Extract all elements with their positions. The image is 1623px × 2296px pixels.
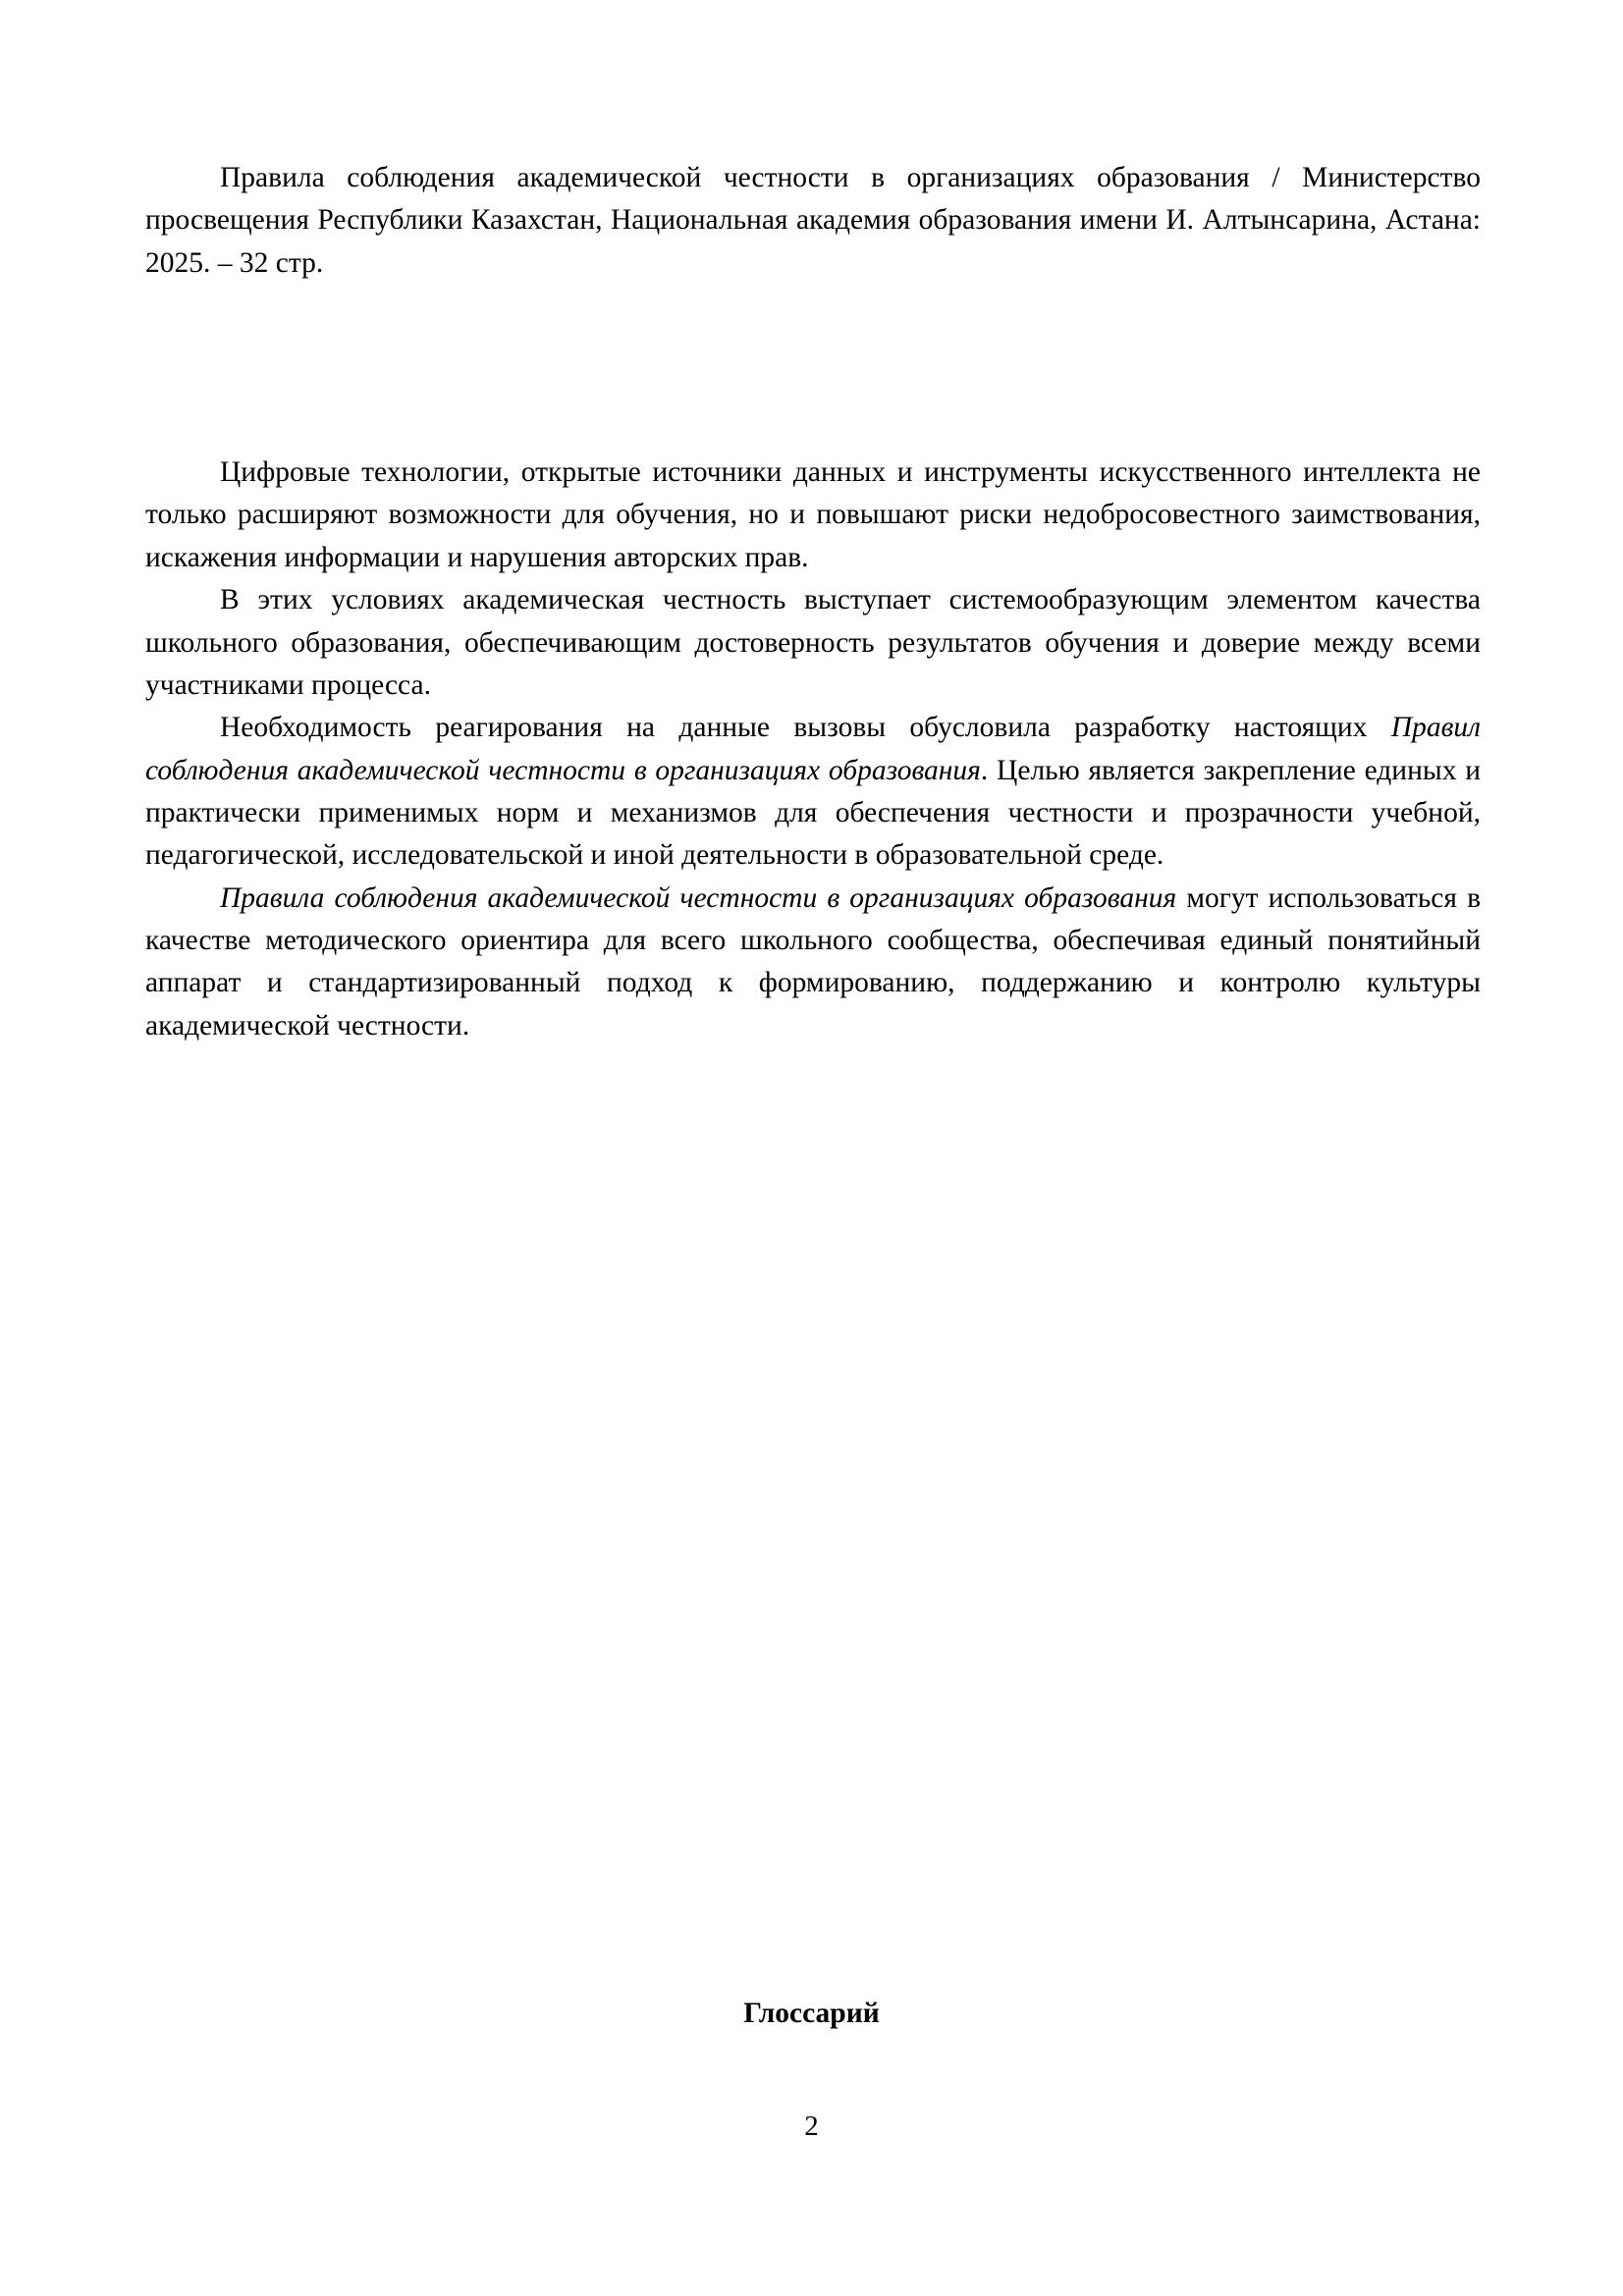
glossary-heading: Глоссарий (743, 1998, 880, 2029)
page-number: 2 (804, 2110, 819, 2142)
citation-paragraph: Правила соблюдения академической честности в организациях образования / Министерство просвещения Республики Казахстан, Национальная академия образования имени И. Алтынсарина, Астана: 2025. – 32 стр. (145, 162, 1481, 279)
page-content (145, 157, 1481, 1047)
vertical-spacer (145, 285, 1481, 452)
paragraph-4 (145, 878, 1481, 1047)
paragraph-2: В этих условиях академическая честность выступает системообразующим элементом качества школьного образования, обеспечивающим достоверность результатов обучения и доверие между всеми участниками процесса. (145, 584, 1481, 701)
body-text (145, 452, 1481, 1047)
paragraph-4-tail: могут использоваться в качестве методического ориентира для всего школьного сообщества, обеспечивая единый понятийный аппарат и стандартизированный подход к формированию, поддержанию и контролю культуры академической честности. (145, 881, 1481, 1041)
paragraph-1: Цифровые технологии, открытые источники данных и инструменты искусственного интеллекта не только расширяют возможности для обучения, но и повышают риски недобросовестного заимствования, искажения информации и нарушения авторских прав. (145, 456, 1481, 573)
paragraph-3 (145, 707, 1481, 877)
paragraph-4-title: Правила соблюдения академической честности в организациях образования (220, 881, 1177, 914)
paragraph-3-tail: . Целью является закрепление единых и практически применимых норм и механизмов для обеспечения честности и прозрачности учебной, педагогической, исследовательской и иной деятельности в образовательной среде. (145, 754, 1482, 872)
paragraph-3-title: Правил соблюдения академической честности в организациях образования (145, 712, 1481, 786)
paragraph-3-lead: Необходимость реагирования на данные вызовы обусловила разработку настоящих (220, 712, 1391, 744)
